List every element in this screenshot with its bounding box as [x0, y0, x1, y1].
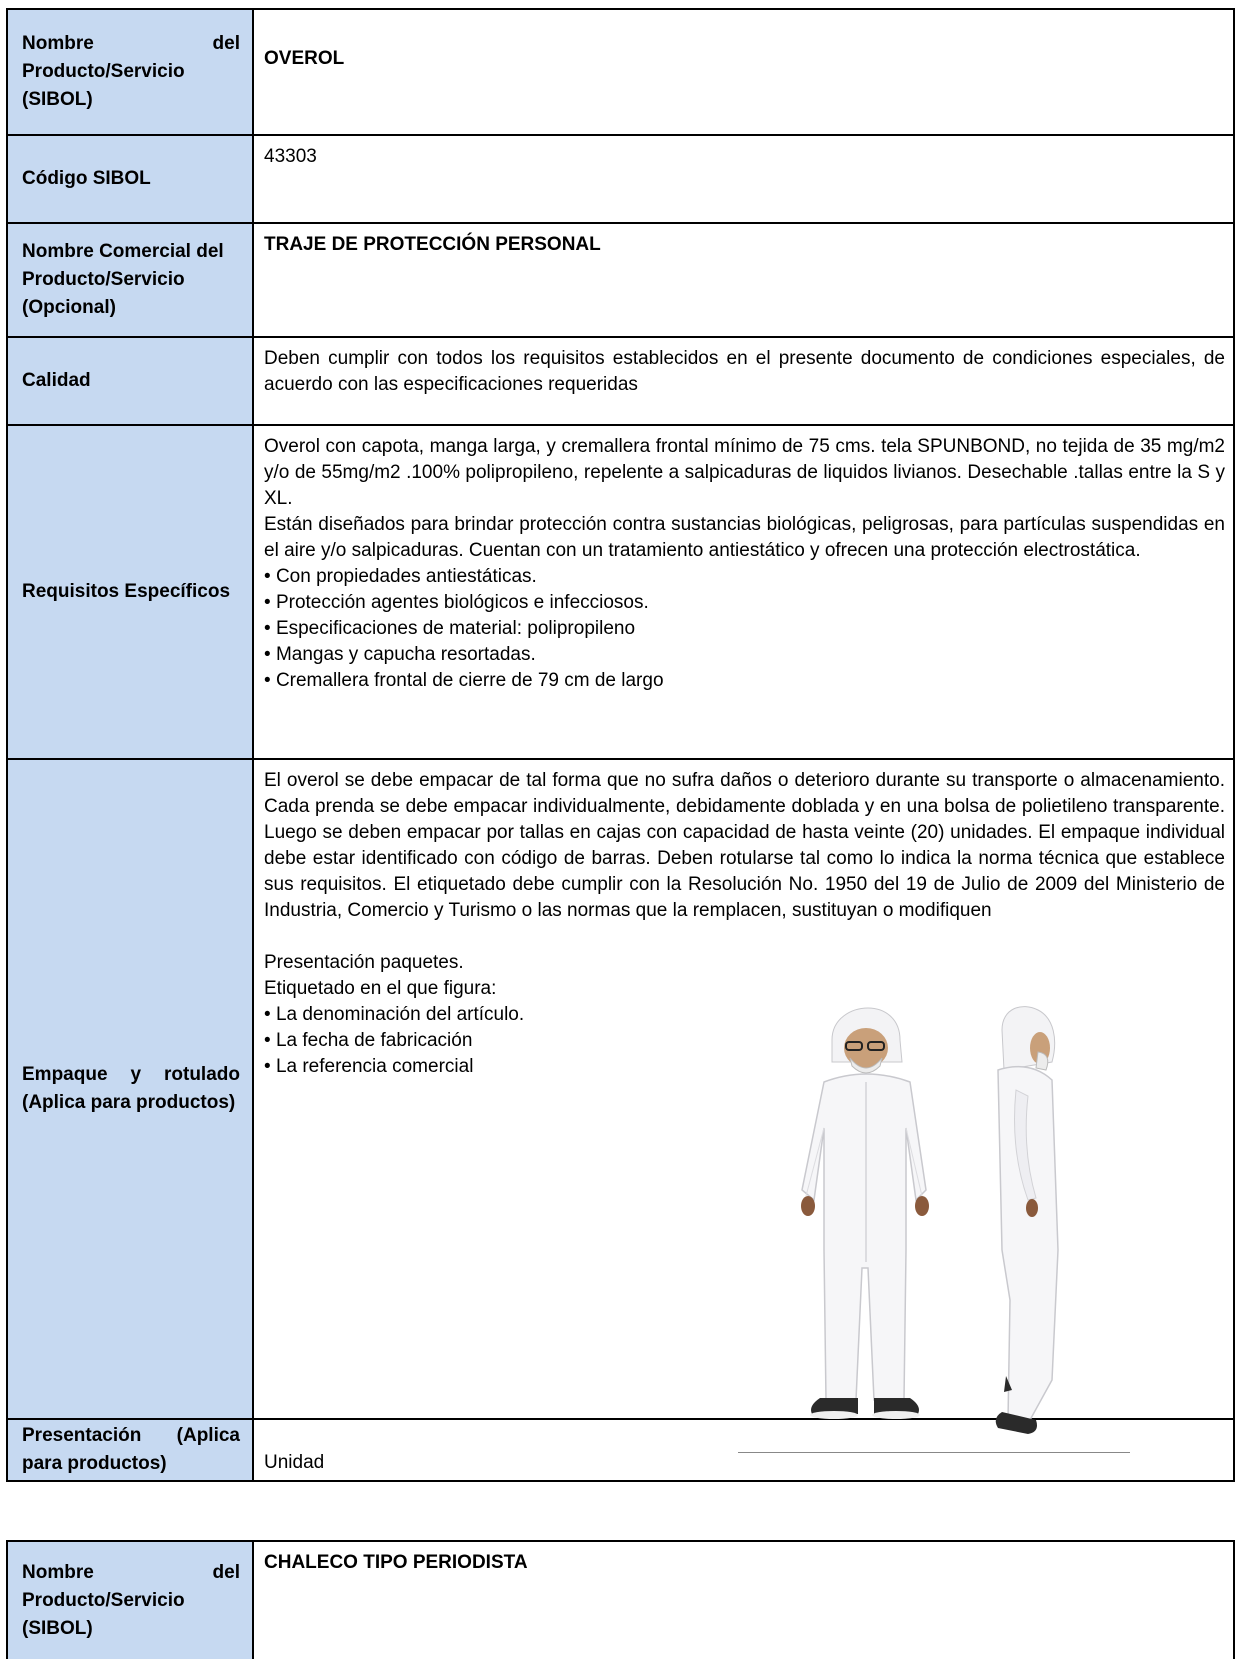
label-nombre-comercial: Nombre Comercial del Producto/Servicio (Opcional) [7, 223, 253, 337]
value-nombre: OVEROL [253, 9, 1234, 135]
label-codigo: Código SIBOL [7, 135, 253, 223]
requisitos-bullets [264, 564, 1225, 694]
overall-front-figure [801, 1008, 929, 1419]
list-item: • Con propiedades antiestáticas. [264, 564, 1225, 590]
requisitos-para-2: Están diseñados para brindar protección contra sustancias biológicas, peligrosas, para partículas suspendidas en el aire y/o salpicaduras. Cuentan con un tratamiento antiestático y ofrecen una protección electrostática. [264, 514, 1225, 561]
list-item: • Cremallera frontal de cierre de 79 cm de largo [264, 668, 1225, 694]
list-item: • Especificaciones de material: polipropileno [264, 616, 1225, 642]
label-nombre: Nombre del Producto/Servicio (SIBOL) [7, 9, 253, 135]
row-requisitos [7, 425, 1234, 759]
requisitos-para-1: Overol con capota, manga larga, y cremallera frontal mínimo de 75 cms. tela SPUNBOND, no tejida de 35 mg/m2 y/o de 55mg/m2 .100% polipropileno, repelente a salpicaduras de liquidos livianos. Desechable .tallas entre la S y XL. [264, 436, 1225, 509]
row-codigo [7, 135, 1234, 223]
value-presentacion: Unidad [253, 1419, 1234, 1481]
list-item: • La fecha de fabricación [264, 1028, 1225, 1054]
value-nombre-chaleco: CHALECO TIPO PERIODISTA [253, 1541, 1234, 1659]
empaque-line-2: Etiquetado en el que figura: [264, 978, 497, 999]
image-baseline [738, 1452, 1130, 1453]
value-calidad: Deben cumplir con todos los requisitos establecidos en el presente documento de condiciones especiales, de acuerdo con las especificaciones requeridas [253, 337, 1234, 425]
overall-side-figure [996, 1007, 1058, 1434]
label-requisitos: Requisitos Específicos [7, 425, 253, 759]
list-item: • Mangas y capucha resortadas. [264, 642, 1225, 668]
row-nombre-comercial [7, 223, 1234, 337]
label-nombre-chaleco: Nombre del Producto/Servicio (SIBOL) [7, 1541, 253, 1659]
row-calidad [7, 337, 1234, 425]
spec-table-chaleco [6, 1540, 1235, 1659]
label-presentacion: Presentación (Aplica para productos) [7, 1419, 253, 1481]
row-nombre [7, 9, 1234, 135]
value-nombre-comercial: TRAJE DE PROTECCIÓN PERSONAL [253, 223, 1234, 337]
list-item: • La referencia comercial [264, 1054, 1225, 1080]
row-nombre-chaleco [7, 1541, 1234, 1659]
list-item: • La denominación del artículo. [264, 1002, 1225, 1028]
overall-product-image [740, 1000, 1130, 1440]
label-empaque: Empaque y rotulado (Aplica para productos) [7, 759, 253, 1419]
list-item: • Protección agentes biológicos e infecciosos. [264, 590, 1225, 616]
empaque-line-1: Presentación paquetes. [264, 952, 464, 973]
label-calidad: Calidad [7, 337, 253, 425]
value-codigo: 43303 [253, 135, 1234, 223]
value-requisitos [253, 425, 1234, 759]
empaque-para-1: El overol se debe empacar de tal forma que no sufra daños o deterioro durante su transporte o almacenamiento. Cada prenda se debe empacar individualmente, debidamente doblada y en una bolsa de polietileno transparente. Luego se deben empacar por tallas en cajas con capacidad de hasta veinte (20) unidades. El empaque individual debe estar identificado con código de barras. Deben rotularse tal como lo indica la norma técnica que establece sus requisitos. El etiquetado debe cumplir con la Resolución No. 1950 del 19 de Julio de 2009 del Ministerio de Industria, Comercio y Turismo o las normas que la remplacen, sustituyan o modifiquen [264, 770, 1225, 921]
